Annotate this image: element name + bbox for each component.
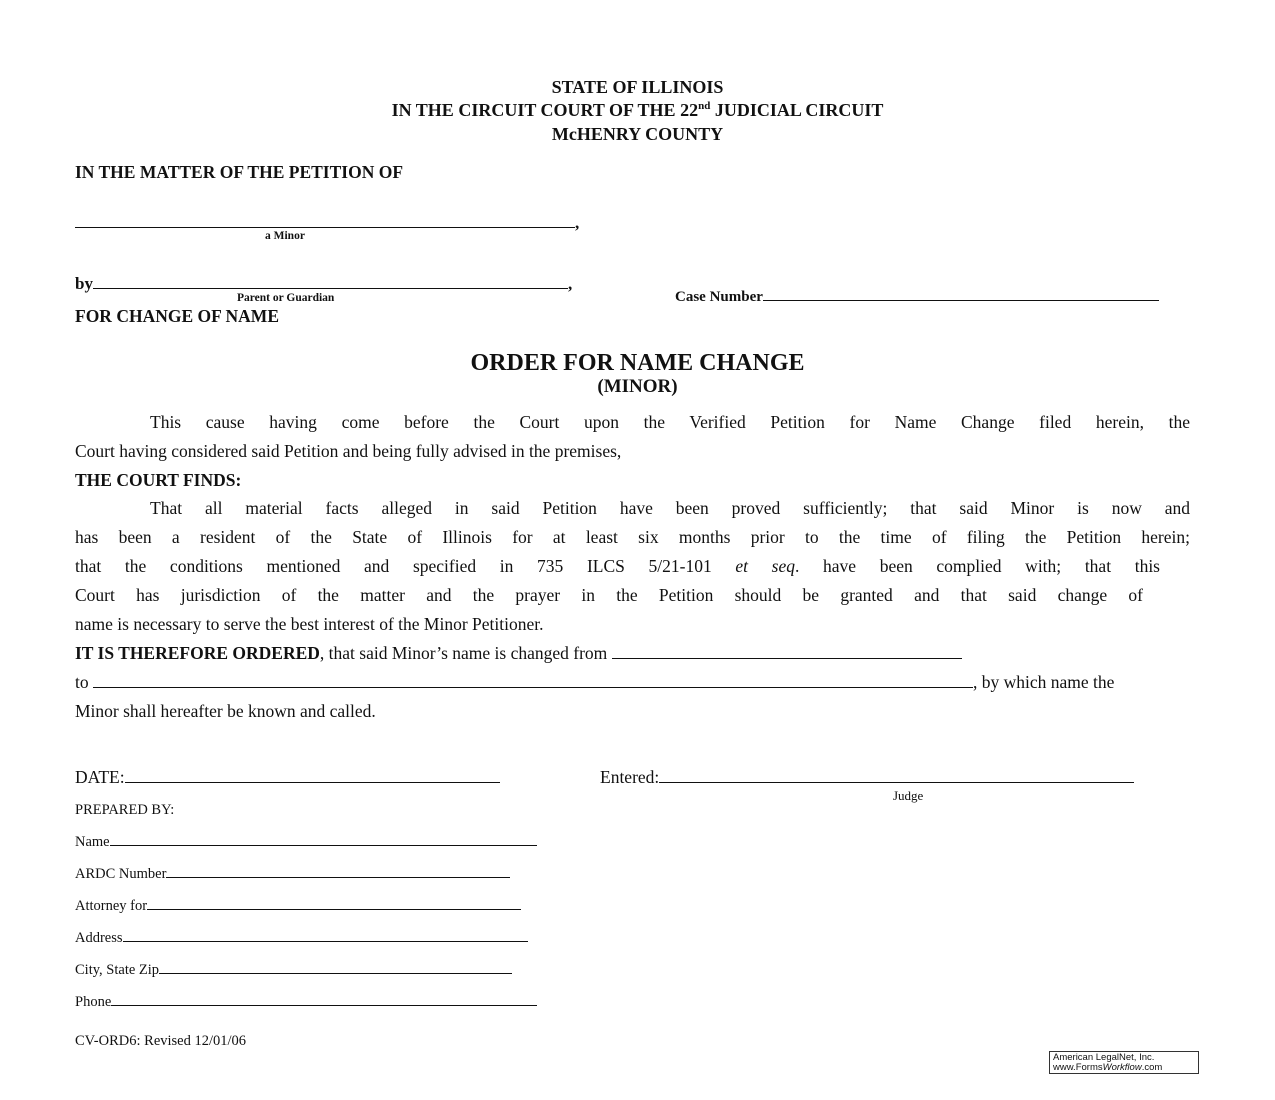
state-heading: STATE OF ILLINOIS — [551, 77, 724, 97]
body-text: Court has jurisdiction of the matter and the prayer in the Petition should be granted and that said change of — [75, 585, 1143, 605]
body-line — [75, 558, 1160, 576]
document-title: ORDER FOR NAME CHANGE — [470, 350, 805, 376]
body-line — [75, 529, 1190, 547]
case-number-field[interactable] — [675, 290, 1159, 305]
body-text: to — [75, 672, 93, 692]
logo-line-1: American LegalNet, Inc. — [1053, 1052, 1155, 1063]
case-number-label: Case Number — [675, 289, 763, 305]
field-label: Address — [75, 930, 123, 946]
prepared-name-field[interactable] — [75, 835, 537, 850]
ordinal-suffix: nd — [698, 100, 711, 112]
court-heading-text: IN THE CIRCUIT COURT OF THE 22 — [391, 100, 699, 120]
new-name-field[interactable] — [93, 686, 973, 688]
et-seq: et seq — [735, 556, 795, 576]
field-label: Attorney for — [75, 898, 148, 914]
body-line: Minor shall hereafter be known and called. — [75, 701, 376, 721]
minor-name-field[interactable] — [75, 214, 579, 231]
field-label: Phone — [75, 994, 112, 1010]
order-line — [75, 674, 1190, 692]
minor-label: a Minor — [265, 230, 305, 242]
body-line — [75, 500, 1190, 518]
order-line — [75, 645, 1190, 663]
field-label: ARDC Number — [75, 866, 167, 882]
entered-field[interactable] — [600, 769, 1134, 787]
body-text: This cause having come before the Court upon the Verified Petition for Name Change filed herein, the — [150, 412, 1190, 432]
matter-heading: IN THE MATTER OF THE PETITION OF — [75, 162, 404, 182]
court-heading — [0, 101, 1275, 119]
by-label: by — [75, 274, 93, 293]
american-legalnet-logo — [1049, 1051, 1199, 1074]
form-id: CV-ORD6: Revised 12/01/06 — [75, 1033, 247, 1049]
for-change-heading: FOR CHANGE OF NAME — [75, 306, 279, 326]
ordered-heading: IT IS THEREFORE ORDERED — [75, 643, 320, 663]
comma: , — [575, 213, 580, 232]
body-line: name is necessary to serve the best interest of the Minor Petitioner. — [75, 614, 544, 634]
entered-label: Entered: — [600, 767, 660, 787]
prepared-attorney-field[interactable] — [75, 899, 521, 914]
guardian-name-field[interactable] — [75, 275, 572, 292]
county-heading: McHENRY COUNTY — [551, 124, 724, 144]
body-line — [75, 587, 1143, 605]
date-field[interactable] — [75, 769, 500, 787]
body-line — [75, 414, 1190, 432]
date-label: DATE: — [75, 767, 125, 787]
logo-text-italic: Workflow — [1102, 1062, 1142, 1073]
court-finds-heading: THE COURT FINDS: — [75, 470, 242, 490]
logo-text: .com — [1141, 1062, 1163, 1073]
prepared-by-heading: PREPARED BY: — [75, 802, 175, 818]
body-text: , by which name the — [973, 672, 1115, 692]
guardian-label: Parent or Guardian — [237, 292, 335, 304]
body-text: , that said Minor’s name is changed from — [319, 643, 612, 663]
logo-line-2 — [1053, 1063, 1195, 1073]
field-label: City, State Zip — [75, 962, 160, 978]
prepared-ardc-field[interactable] — [75, 867, 510, 882]
old-name-field[interactable] — [612, 657, 962, 659]
body-text: that the conditions mentioned and specified in 735 ILCS 5/21-101 — [75, 556, 736, 576]
document-subtitle: (MINOR) — [597, 376, 678, 397]
prepared-city-field[interactable] — [75, 963, 512, 978]
body-line: Court having considered said Petition and being fully advised in the premises, — [75, 441, 622, 461]
prepared-address-field[interactable] — [75, 931, 528, 946]
judge-label: Judge — [893, 788, 924, 803]
prepared-phone-field[interactable] — [75, 995, 537, 1010]
logo-text: www.Forms — [1053, 1062, 1103, 1073]
court-heading-text-2: JUDICIAL CIRCUIT — [710, 100, 884, 120]
field-label: Name — [75, 834, 110, 850]
body-text: That all material facts alleged in said Petition have been proved sufficiently; that said Minor is now and — [150, 498, 1190, 518]
body-text: has been a resident of the State of Illinois for at least six months prior to the time of filing the Petition herein; — [75, 527, 1190, 547]
comma: , — [567, 274, 573, 293]
body-text: . have been complied with; that this — [795, 556, 1160, 576]
